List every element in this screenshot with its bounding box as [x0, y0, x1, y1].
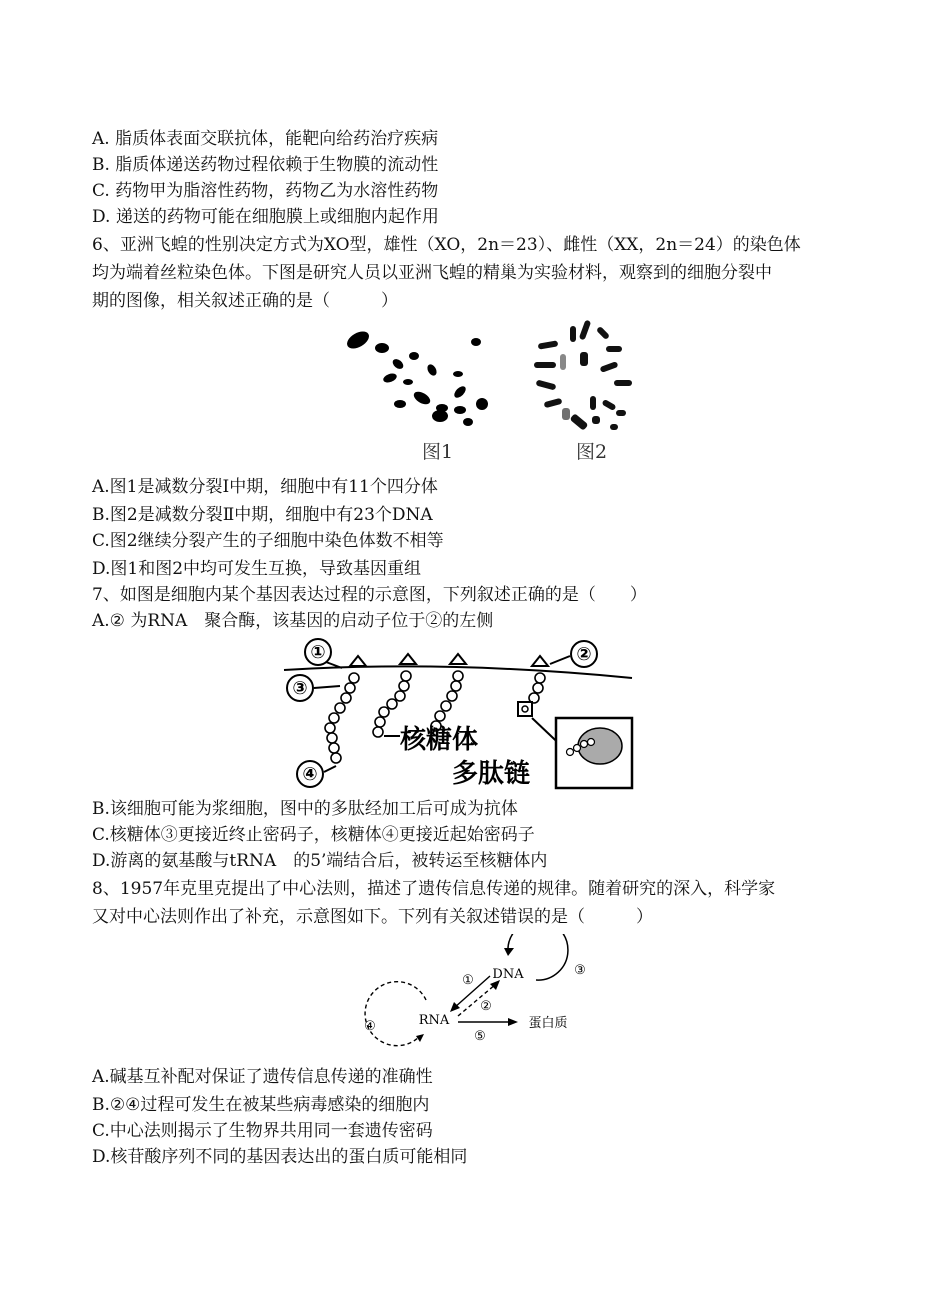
q8-option-a: A.碱基互补配对保证了遗传信息传递的准确性	[92, 1067, 433, 1087]
figure-1-chromosomes	[344, 328, 488, 426]
svg-text:②: ②	[576, 644, 592, 665]
protein-label: 蛋白质	[528, 1016, 568, 1031]
q7-option-b: B.该细胞可能为浆细胞，图中的多肽经加工后可成为抗体	[92, 799, 518, 819]
num-4: ④	[364, 1019, 376, 1034]
q6-stem-line-1: 6、亚洲飞蝗的性别决定方式为XO型，雄性（XO，2n＝23）、雌性（XX，2n＝24）的染色体	[92, 235, 801, 255]
q6-stem-line-2: 均为端着丝粒染色体。下图是研究人员以亚洲飞蝗的精巢为实验材料，观察到的细胞分裂中	[92, 263, 772, 283]
chromosome-figure	[330, 312, 660, 472]
q7-option-c: C.核糖体③更接近终止密码子，核糖体④更接近起始密码子	[92, 825, 535, 845]
num-2: ②	[480, 999, 492, 1014]
q8-stem-line-2: 又对中心法则作出了补充，示意图如下。下列有关叙述错误的是（ ）	[92, 907, 653, 927]
q7-option-a: A.② 为RNA 聚合酶，该基因的启动子位于②的左侧	[92, 611, 494, 631]
ribosome-markers	[350, 654, 548, 666]
dna-label: DNA	[492, 967, 524, 982]
q5-option-d: D. 递送的药物可能在细胞膜上或细胞内起作用	[92, 207, 439, 227]
q5-option-c: C. 药物甲为脂溶性药物，药物乙为水溶性药物	[92, 181, 439, 201]
q5-option-b: B. 脂质体递送药物过程依赖于生物膜的流动性	[92, 155, 439, 175]
q7-option-d: D.游离的氨基酸与tRNA 的5’端结合后，被转运至核糖体内	[92, 851, 548, 871]
q6-option-d: D.图1和图2中均可发生互换，导致基因重组	[92, 559, 422, 579]
svg-text:④: ④	[302, 764, 318, 785]
q6-option-a: A.图1是减数分裂Ⅰ中期，细胞中有11个四分体	[92, 477, 438, 497]
label-1	[305, 639, 331, 665]
polypeptide-label: 多肽链	[452, 759, 531, 789]
figure-2-chromosomes	[534, 320, 632, 431]
q6-stem-line-3: 期的图像，相关叙述正确的是（ ）	[92, 291, 398, 311]
gene-expression-figure	[270, 634, 650, 794]
q8-option-c: C.中心法则揭示了生物界共用同一套遗传密码	[92, 1121, 433, 1141]
svg-text:①: ①	[310, 642, 326, 663]
num-1: ①	[462, 973, 474, 988]
label-4	[297, 761, 323, 787]
num-5: ⑤	[474, 1029, 486, 1044]
rna-label: RNA	[418, 1013, 450, 1028]
svg-text:③: ③	[292, 678, 308, 699]
q8-option-b: B.②④过程可发生在被某些病毒感染的细胞内	[92, 1095, 430, 1115]
q6-option-b: B.图2是减数分裂Ⅱ中期，细胞中有23个DNA	[92, 505, 433, 525]
num-3: ③	[574, 963, 586, 978]
q7-stem: 7、如图是细胞内某个基因表达过程的示意图，下列叙述正确的是（ ）	[92, 585, 647, 605]
q8-option-d: D.核苷酸序列不同的基因表达出的蛋白质可能相同	[92, 1147, 468, 1167]
q6-option-c: C.图2继续分裂产生的子细胞中染色体数不相等	[92, 531, 444, 551]
q8-stem-line-1: 8、1957年克里克提出了中心法则，描述了遗传信息传递的规律。随着研究的深入，科学家	[92, 879, 776, 899]
label-2	[571, 641, 597, 667]
figure-2-caption: 图2	[576, 441, 608, 463]
figure-1-caption: 图1	[422, 441, 454, 463]
q5-option-a: A. 脂质体表面交联抗体，能靶向给药治疗疾病	[92, 129, 439, 149]
central-dogma-figure	[358, 934, 598, 1058]
ribosome-label: 核糖体	[400, 725, 479, 755]
label-3	[287, 675, 313, 701]
